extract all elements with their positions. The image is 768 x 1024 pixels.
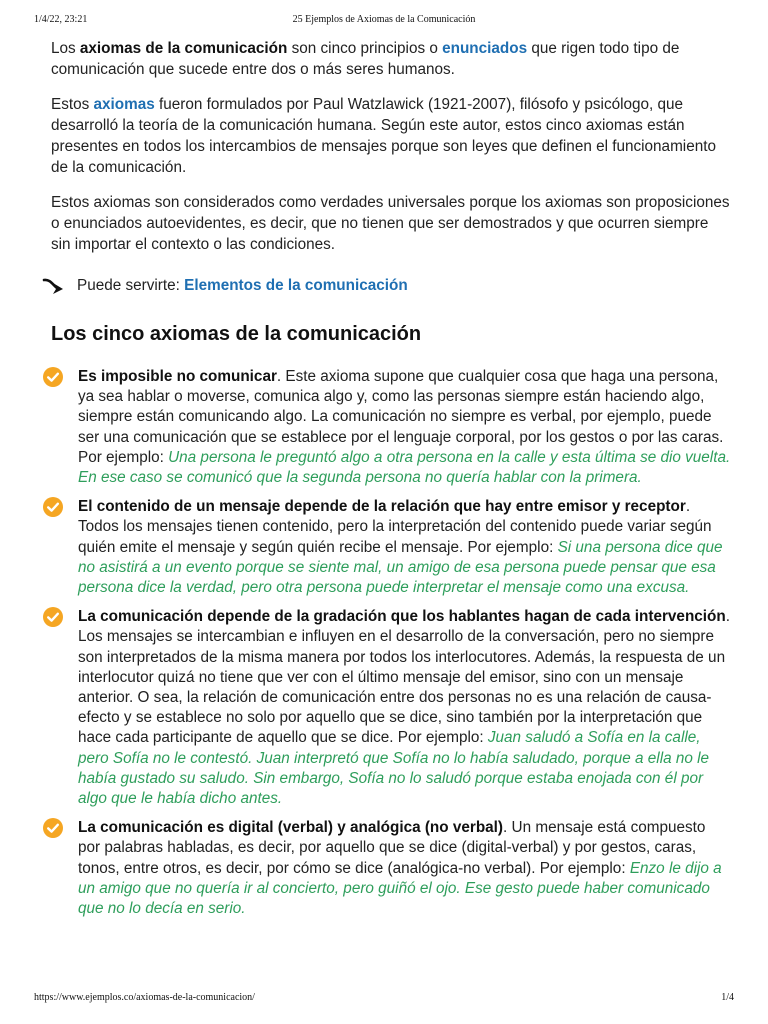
related-link-row [51, 275, 731, 297]
check-badge-icon [43, 497, 63, 517]
print-datetime: 1/4/22, 23:21 [34, 14, 88, 25]
list-item [51, 497, 731, 598]
list-item [51, 818, 731, 919]
check-badge-icon [43, 367, 63, 387]
intro-p2-before: Estos [51, 96, 94, 113]
axiom-text: . Un mensaje está compuesto por palabras habladas, es decir, por aquello que se dice (digital-verbal) y por gestos, caras, tonos, entre otros, es decir, por cómo se dice (analógica-no verbal). Por ejemplo: [78, 819, 706, 877]
axiom-example: Enzo le dijo a un amigo que no quería ir al concierto, pero guiñó el ojo. Ese gesto puede haber comunicado que no lo decía en serio. [78, 859, 722, 918]
axiom-text: . Todos los mensajes tienen contenido, pero la interpretación del contenido puede variar según quién emite el mensaje y según quién recibe el mensaje. Por ejemplo: [78, 498, 712, 556]
enunciados-link[interactable]: enunciados [442, 40, 528, 57]
intro-paragraph-1 [51, 38, 731, 80]
print-header [0, 14, 768, 28]
intro-p1-after: que rigen todo tipo de comunicación que sucede entre dos o más seres humanos. [51, 40, 680, 78]
intro-p1-before: Los [51, 40, 80, 57]
axiom-title: La comunicación depende de la gradación que los hablantes hagan de cada intervención [78, 608, 726, 626]
axiom-text: . Los mensajes se intercambian e influyen en el desarrollo de la conversación, pero no siempre son interpretados de la misma manera por todos los interlocutores. Además, la respuesta de un interlocutor quizá no tiene que ver con el último mensaje del emisor, sino con un mensaje anterior. O sea, la relación de comunicación entre dos personas no es una relación de causa-efecto y se establece no solo por aquello que se dice, sino también por la interpretación que hace cada participante de aquello que se dice. Por ejemplo: [78, 608, 730, 747]
print-footer [0, 992, 768, 1006]
intro-p1-middle: son cinco principios o [287, 40, 443, 57]
axiom-example: Si una persona dice que no asistirá a un evento porque se siente mal, un amigo de esa persona puede pensar que esa persona dice la verdad, pero otra persona puede interpretar el mensaje como una excusa. [78, 538, 723, 597]
axiom-title: Es imposible no comunicar [78, 368, 277, 385]
axiom-title: La comunicación es digital (verbal) y analógica (no verbal) [78, 819, 504, 837]
intro-paragraph-2 [51, 94, 731, 178]
intro-p1-strong: axiomas de la comunicación [79, 40, 288, 57]
related-label: Puede servirte: [77, 277, 185, 294]
intro-p2-after: fueron formulados por Paul Watzlawick (1921-2007), filósofo y psicólogo, que desarrolló la teoría de la comunicación humana. Según este autor, estos cinco axiomas están presentes en todos los intercambios de mensajes porque son leyes que definen el funcionamiento de la comunicación. [51, 96, 716, 176]
axiom-title: El contenido de un mensaje depende de la relación que hay entre emisor y receptor [78, 498, 686, 516]
print-page-number: 1/4 [721, 992, 734, 1003]
list-item [51, 607, 731, 809]
list-item [51, 367, 731, 488]
axiom-example: Juan saludó a Sofía en la calle, pero Sofía no le contestó. Juan interpretó que Sofía no lo había saludado, porque a ella no le había gustado su saludo. Sin embargo, Sofía no lo saludó porque estaba enojada con él por algo que le había dicho antes. [78, 729, 710, 808]
axioms-list [51, 367, 731, 919]
print-page-title: 25 Ejemplos de Axiomas de la Comunicación [292, 14, 476, 25]
axiomas-link[interactable]: axiomas [93, 96, 155, 113]
section-title: Los cinco axiomas de la comunicación [51, 323, 422, 345]
print-url: https://www.ejemplos.co/axiomas-de-la-comunicacion/ [34, 992, 255, 1003]
article-content [51, 38, 731, 928]
axiom-example: Una persona le preguntó algo a otra persona en la calle y esta última se dio vuelta. En ese caso se comunicó que la segunda persona no quería hablar con la primera. [78, 448, 731, 487]
check-badge-icon [43, 818, 63, 838]
check-badge-icon [43, 607, 63, 627]
curved-arrow-icon [42, 276, 66, 296]
intro-paragraph-3: Estos axiomas son considerados como verdades universales porque los axiomas son proposiciones o enunciados autoevidentes, es decir, que no tienen que ser demostrados y que ocurren siempre sin importar el contexto o las condiciones. [51, 194, 730, 253]
axiom-text: . Este axioma supone que cualquier cosa que haga una persona, ya sea hablar o moverse, comunica algo y, como las personas siempre están haciendo algo, siempre están comunicando algo. La comunicación no siempre es verbal, por ejemplo, puede ser una comunicación que se establece por el lenguaje corporal, por los gestos o por las caras. Por ejemplo: [78, 368, 724, 466]
elementos-comunicacion-link[interactable]: Elementos de la comunicación [184, 277, 408, 294]
